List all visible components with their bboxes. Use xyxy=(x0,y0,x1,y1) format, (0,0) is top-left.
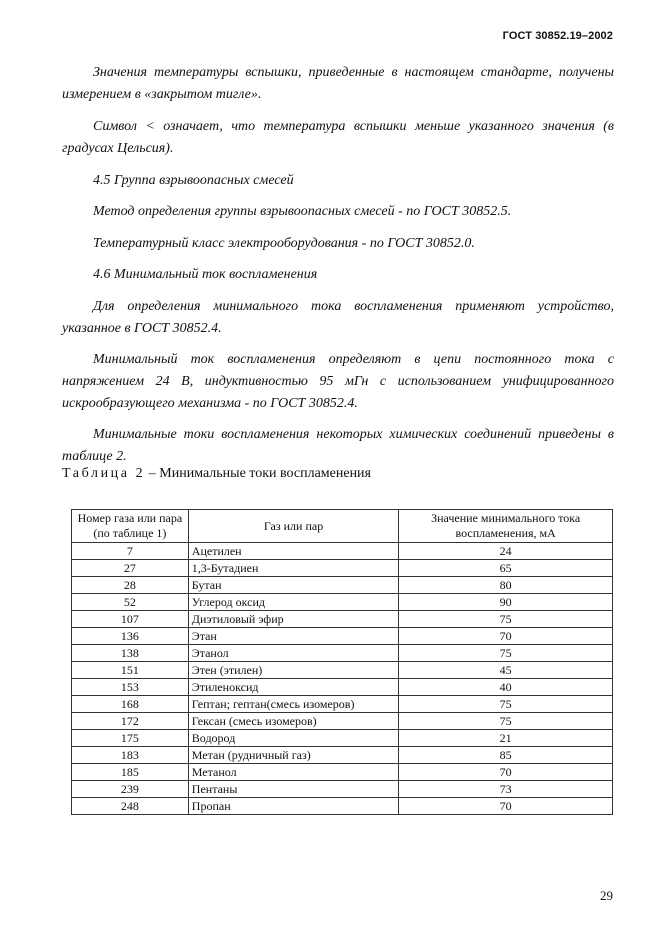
cell-ignition-current: 80 xyxy=(399,577,613,594)
cell-gas-name: Этанол xyxy=(188,645,399,662)
standard-header: ГОСТ 30852.19–2002 xyxy=(502,30,613,42)
table-row xyxy=(72,679,613,696)
cell-gas-number: 185 xyxy=(72,764,189,781)
cell-gas-number: 27 xyxy=(72,560,189,577)
table-row xyxy=(72,611,613,628)
header-ignition-current: Значение минимального тока воспламенения, мА xyxy=(399,510,613,543)
cell-gas-name: Этан xyxy=(188,628,399,645)
table-row xyxy=(72,662,613,679)
cell-gas-name: Диэтиловый эфир xyxy=(188,611,399,628)
paragraph-ignition-device: Для определения минимального тока воспламенения применяют устройство, указанное в ГОСТ 30852.4. xyxy=(62,299,614,336)
cell-gas-name: Гептан; гептан(смесь изомеров) xyxy=(188,696,399,713)
paragraph-flash-point-method: Значения температуры вспышки, приведенные в настоящем стандарте, получены измерением в «закрытом тигле». xyxy=(62,65,614,102)
table-row xyxy=(72,577,613,594)
table-row xyxy=(72,713,613,730)
cell-gas-name: Метанол xyxy=(188,764,399,781)
table-caption xyxy=(62,466,371,482)
table-row xyxy=(72,798,613,815)
header-gas-name: Газ или пар xyxy=(188,510,399,543)
paragraph-ignition-circuit: Минимальный ток воспламенения определяют в цепи постоянного тока с напряжением 24 В, индуктивностью 95 мГн с использованием унифицированного искрообразующего механизма - по ГОСТ 30852.4. xyxy=(62,352,614,411)
cell-ignition-current: 40 xyxy=(399,679,613,696)
cell-ignition-current: 75 xyxy=(399,696,613,713)
cell-gas-name: 1,3-Бутадиен xyxy=(188,560,399,577)
cell-gas-name: Метан (рудничный газ) xyxy=(188,747,399,764)
cell-gas-number: 248 xyxy=(72,798,189,815)
table-row xyxy=(72,560,613,577)
cell-gas-name: Этен (этилен) xyxy=(188,662,399,679)
cell-gas-name: Ацетилен xyxy=(188,543,399,560)
cell-ignition-current: 75 xyxy=(399,713,613,730)
cell-gas-number: 138 xyxy=(72,645,189,662)
cell-ignition-current: 21 xyxy=(399,730,613,747)
cell-gas-number: 52 xyxy=(72,594,189,611)
table-caption-title: Минимальные токи воспламенения xyxy=(159,466,371,481)
cell-gas-number: 168 xyxy=(72,696,189,713)
cell-ignition-current: 85 xyxy=(399,747,613,764)
cell-ignition-current: 75 xyxy=(399,611,613,628)
cell-gas-number: 136 xyxy=(72,628,189,645)
cell-gas-name: Углерод оксид xyxy=(188,594,399,611)
table-row xyxy=(72,781,613,798)
cell-gas-name: Пентаны xyxy=(188,781,399,798)
cell-gas-name: Водород xyxy=(188,730,399,747)
cell-ignition-current: 70 xyxy=(399,764,613,781)
cell-gas-name: Гексан (смесь изомеров) xyxy=(188,713,399,730)
paragraph-less-than-symbol: Символ < означает, что температура вспышки меньше указанного значения (в градусах Цельсия). xyxy=(62,119,614,156)
table-row xyxy=(72,764,613,781)
table-caption-label: Таблица 2 xyxy=(62,466,146,481)
page-number: 29 xyxy=(600,888,613,903)
cell-gas-number: 239 xyxy=(72,781,189,798)
cell-ignition-current: 90 xyxy=(399,594,613,611)
cell-gas-number: 172 xyxy=(72,713,189,730)
table-header-row xyxy=(72,510,613,543)
section-heading-4-6: 4.6 Минимальный ток воспламенения xyxy=(93,267,318,282)
section-heading-4-5: 4.5 Группа взрывоопасных смесей xyxy=(93,173,294,188)
paragraph-explosive-group-method: Метод определения группы взрывоопасных смесей - по ГОСТ 30852.5. xyxy=(93,204,512,219)
table-row xyxy=(72,747,613,764)
cell-gas-number: 107 xyxy=(72,611,189,628)
header-gas-number: Номер газа или пара (по таблице 1) xyxy=(72,510,189,543)
paragraph-temperature-class: Температурный класс электрооборудования - по ГОСТ 30852.0. xyxy=(93,236,475,251)
table-row xyxy=(72,645,613,662)
cell-gas-number: 28 xyxy=(72,577,189,594)
cell-ignition-current: 70 xyxy=(399,628,613,645)
cell-ignition-current: 24 xyxy=(399,543,613,560)
table-row xyxy=(72,594,613,611)
cell-gas-number: 153 xyxy=(72,679,189,696)
cell-gas-number: 183 xyxy=(72,747,189,764)
cell-ignition-current: 45 xyxy=(399,662,613,679)
cell-ignition-current: 70 xyxy=(399,798,613,815)
cell-gas-number: 7 xyxy=(72,543,189,560)
table-row xyxy=(72,628,613,645)
cell-ignition-current: 73 xyxy=(399,781,613,798)
cell-ignition-current: 65 xyxy=(399,560,613,577)
ignition-current-table xyxy=(71,509,613,815)
cell-gas-name: Этиленоксид xyxy=(188,679,399,696)
paragraph-table-reference: Минимальные токи воспламенения некоторых химических соединений приведены в таблице 2. xyxy=(62,427,614,464)
table-caption-dash: – xyxy=(145,466,160,481)
cell-gas-number: 175 xyxy=(72,730,189,747)
cell-ignition-current: 75 xyxy=(399,645,613,662)
table-row xyxy=(72,730,613,747)
table-body xyxy=(72,543,613,815)
table-row xyxy=(72,543,613,560)
cell-gas-number: 151 xyxy=(72,662,189,679)
table-row xyxy=(72,696,613,713)
cell-gas-name: Пропан xyxy=(188,798,399,815)
cell-gas-name: Бутан xyxy=(188,577,399,594)
